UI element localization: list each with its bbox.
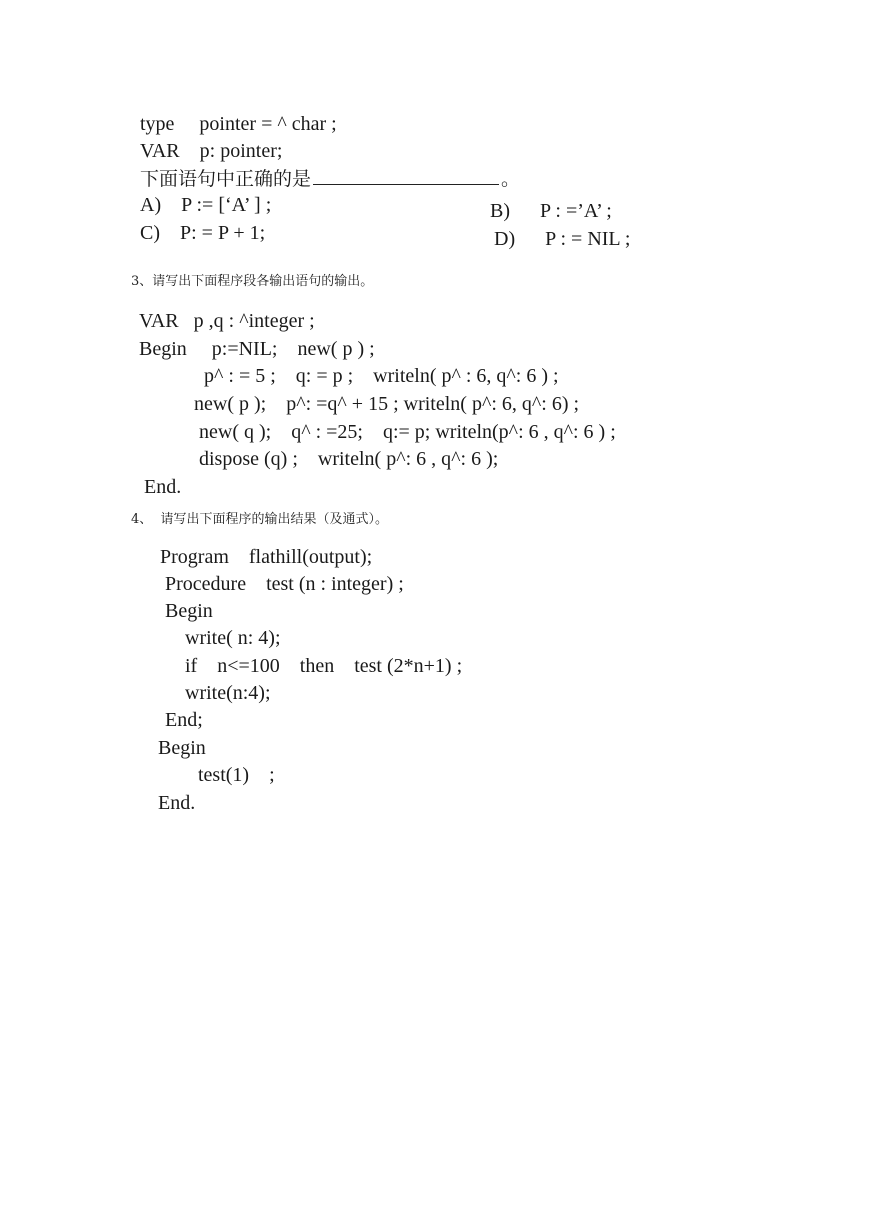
code-line: Begin (158, 737, 206, 759)
code-line: if n<=100 then test (2*n+1) ; (160, 655, 463, 677)
code-line: p^ : = 5 ; q: = p ; writeln( p^ : 6, q^: 6 ) ; (139, 365, 559, 387)
q3-heading: 3、请写出下面程序段各输出语句的输出。 (131, 274, 374, 289)
code-line: Program flathill(output); (160, 546, 373, 568)
q2-var-line: VAR p: pointer; (140, 140, 283, 162)
q2-question-end: 。 (501, 168, 521, 190)
option-c: C) P: = P + 1; (140, 222, 266, 244)
q2-type-line: type pointer = ^ char ; (140, 113, 337, 135)
code-line: Begin (160, 600, 213, 622)
q4-heading: 4、 请写出下面程序的输出结果（及通式）。 (131, 512, 389, 527)
q2-question-text: 下面语句中正确的是 (140, 168, 312, 190)
option-b: B) P : =’A’ ; (490, 200, 612, 222)
code-line: new( p ); p^: =q^ + 15 ; writeln( p^: 6, q^: 6) ; (139, 393, 580, 415)
code-line: new( q ); q^ : =25; q:= p; writeln(p^: 6 , q^: 6 ) ; (139, 421, 616, 443)
code-line: write( n: 4); (160, 627, 281, 649)
code-line: Procedure test (n : integer) ; (160, 573, 404, 595)
code-line: write(n:4); (160, 682, 271, 704)
option-d: D) P : = NIL ; (494, 228, 631, 250)
code-line: dispose (q) ; writeln( p^: 6 , q^: 6 ); (139, 448, 499, 470)
code-line: End; (160, 709, 203, 731)
code-line: End. (139, 476, 182, 498)
code-line: End. (158, 792, 196, 814)
code-line: test(1) ; (158, 764, 275, 786)
code-line: Begin p:=NIL; new( p ) ; (139, 338, 375, 360)
code-line: VAR p ,q : ^integer ; (139, 310, 315, 332)
q2-question (140, 166, 520, 191)
option-a: A) P := [‘A’ ] ; (140, 194, 272, 216)
answer-blank (313, 166, 499, 185)
